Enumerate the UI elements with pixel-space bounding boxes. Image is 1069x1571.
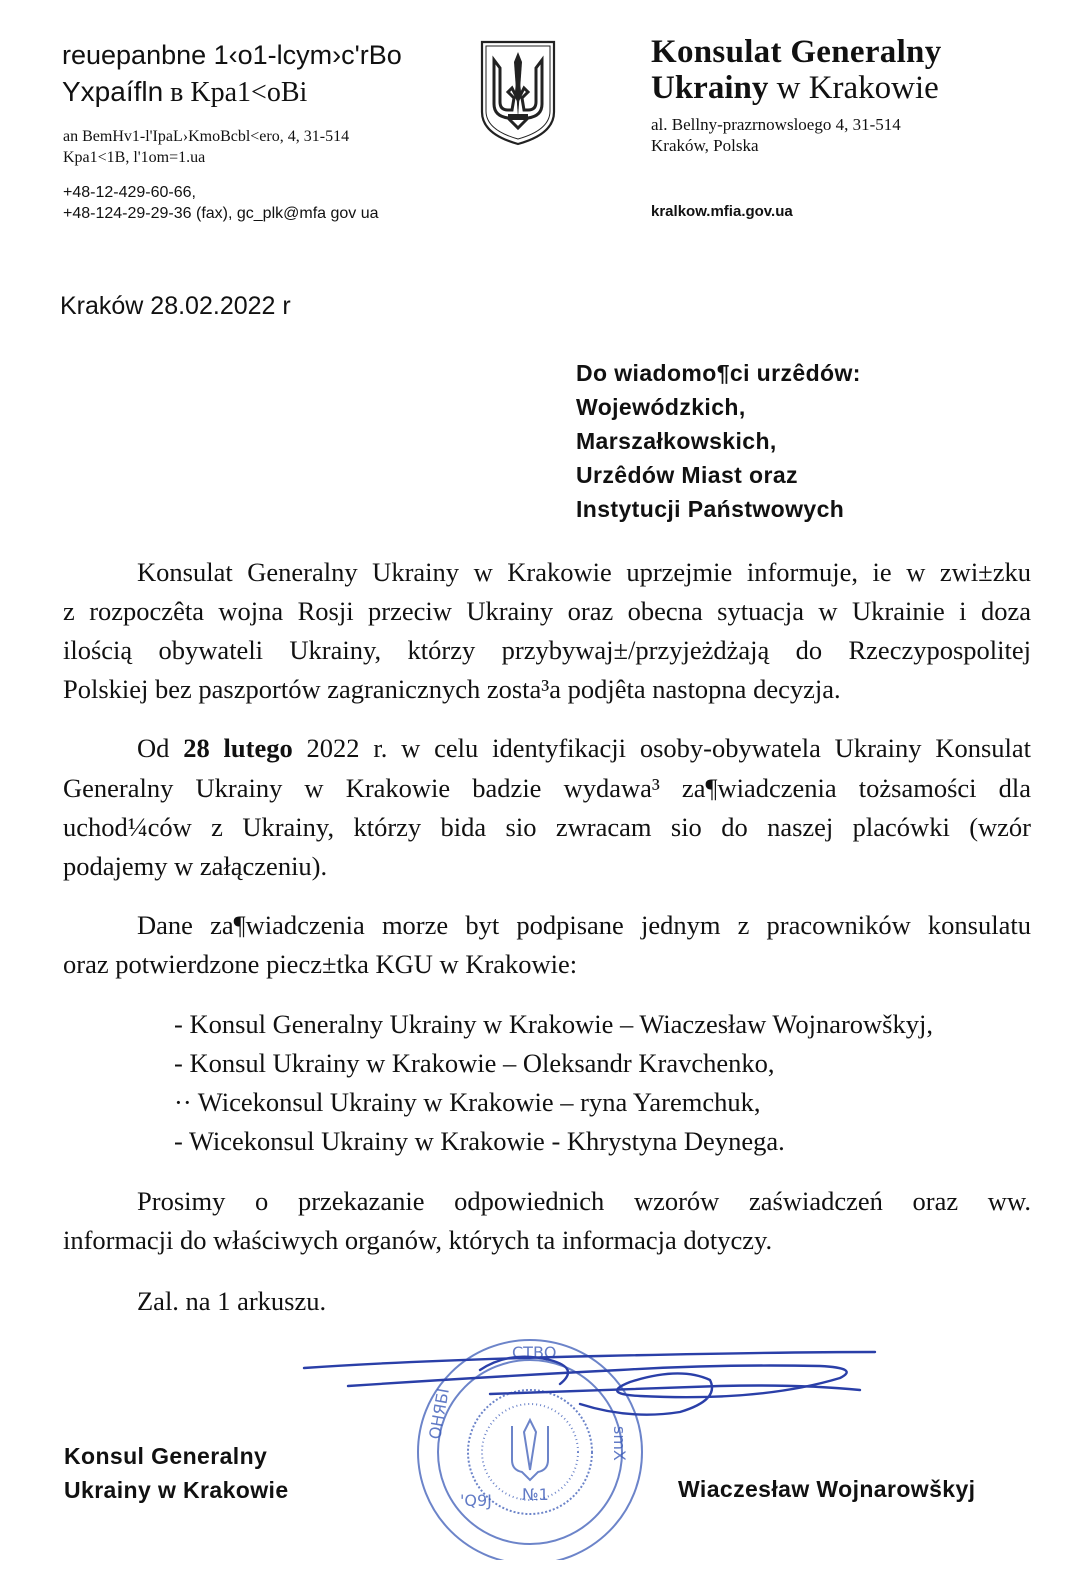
paragraph-2-prefix: Od: [137, 733, 184, 763]
paragraph-1-line: Konsulat Generalny Ukrainy w Krakowie uprzejmie informuje, ie w zwi±zku: [137, 557, 1031, 587]
paragraph-1-line: ilością obywateli Ukrainy, którzy przybywaj±/przyjeżdżają do Rzeczypospolitej: [63, 635, 1031, 665]
paragraph-2-line: Generalny Ukrainy w Krakowie badzie wydawa³ za¶wiadczenia tożsamości dla: [63, 773, 1031, 803]
paragraph-2-line: uchod¼ców z Ukrainy, którzy bida sio zwracam sio do naszej placówki (wzór: [63, 812, 1031, 842]
sender-address-line-2: Kraków, Polska: [651, 136, 759, 155]
sender-address-ukrainian-line-2: Kpa1<1B, l'1om=1.ua: [63, 149, 206, 166]
sender-address-line-1: al. Bellny-prazrnowsloego 4, 31-514: [651, 115, 901, 134]
sender-name-line-2: [651, 70, 939, 107]
sender-name-ukrainian-line-1: reuepanbne 1‹o1-lcym›c'rBo: [62, 40, 402, 70]
stamp-garbled-text: 'Q9J: [460, 1491, 492, 1510]
sender-address-ukrainian-line-1: an BemHv1-l'IpaL›KmoBcbl<ero, 4, 31-514: [63, 128, 350, 145]
stamp-left-text: ОНЯБІ: [425, 1386, 453, 1441]
signatory-item: ·· Wicekonsul Ukrainy w Krakowie – ryna Yaremchuk,: [174, 1087, 761, 1117]
paragraph-2-date: 28 lutego: [183, 733, 293, 763]
recipient-line: Urzêdów Miast oraz: [576, 462, 798, 488]
recipient-line: Do wiadomo¶ci urzêdów:: [576, 360, 861, 386]
sender-name-city: w Krakowie: [768, 70, 939, 106]
recipient-line: Marszałkowskich,: [576, 428, 777, 454]
signer-title-line-1: Konsul Generalny: [64, 1443, 268, 1469]
sender-website: kralkow.mfia.gov.ua: [651, 203, 793, 220]
paragraph-2-line: [137, 733, 1031, 764]
paragraph-2-rest: 2022 r. w celu identyfikacji osoby-obywatela Ukrainy Konsulat: [292, 733, 1032, 763]
sender-name-ukrainy: Ukrainy: [651, 70, 769, 106]
paragraph-4-line: informacji do właściwych organów, których ta informacja dotyczy.: [63, 1225, 773, 1255]
sender-name-line-1: Konsulat Generalny: [651, 34, 942, 70]
sender-name-ukrainian-line-2: [62, 76, 307, 109]
signer-title-line-2: Ukrainy w Krakowie: [64, 1477, 289, 1503]
signer-name: Wiaczesław Wojnarowškyj: [678, 1476, 976, 1502]
coat-of-arms-icon: [478, 38, 558, 148]
signatory-item: - Konsul Ukrainy w Krakowie – Oleksandr Kravchenko,: [174, 1048, 775, 1078]
paragraph-4-line: Prosimy o przekazanie odpowiednich wzorów zaświadczeń oraz ww.: [137, 1186, 1031, 1216]
stamp-side-text: smX: [610, 1426, 629, 1461]
sender-name-ukrainian-part-b: в Kpa1<oBi: [170, 77, 308, 108]
signatory-item: - Wicekonsul Ukrainy w Krakowie - Khrystyna Deynega.: [174, 1126, 785, 1156]
paragraph-1-line: Polskiej bez paszportów zagranicznych zosta³a podjêta nastopna decyzja.: [63, 674, 841, 704]
recipient-line: Instytucji Państwowych: [576, 496, 845, 522]
attachment-note: Zal. na 1 arkuszu.: [137, 1286, 327, 1316]
paragraph-2-line: podajemy w załączeniu).: [63, 851, 328, 881]
sender-phone-line-1: +48-12-429-60-66,: [63, 184, 196, 201]
recipient-line: Wojewódzkich,: [576, 394, 746, 420]
signatory-item: - Konsul Generalny Ukrainy w Krakowie – Wiaczesław Wojnarowškyj,: [174, 1009, 933, 1039]
stamp-top-text: СТВО: [512, 1343, 557, 1362]
paragraph-3-line: oraz potwierdzone piecz±tka KGU w Krakowie:: [63, 949, 578, 979]
official-stamp-and-signature: [300, 1320, 890, 1560]
letter-date: Kraków 28.02.2022 r: [60, 292, 291, 320]
sender-name-ukrainian-part-a: Yxpaífln: [62, 76, 164, 107]
paragraph-3-line: Dane za¶wiadczenia morze byt podpisane jednym z pracowników konsulatu: [137, 910, 1031, 940]
sender-phone-line-2: +48-124-29-29-36 (fax), gc_plk@mfa gov ua: [63, 205, 379, 222]
stamp-number: №1: [522, 1485, 549, 1504]
paragraph-1-line: z rozpoczêta wojna Rosji przeciw Ukrainy oraz obecna sytuacja w Ukrainie i doza: [63, 596, 1031, 626]
